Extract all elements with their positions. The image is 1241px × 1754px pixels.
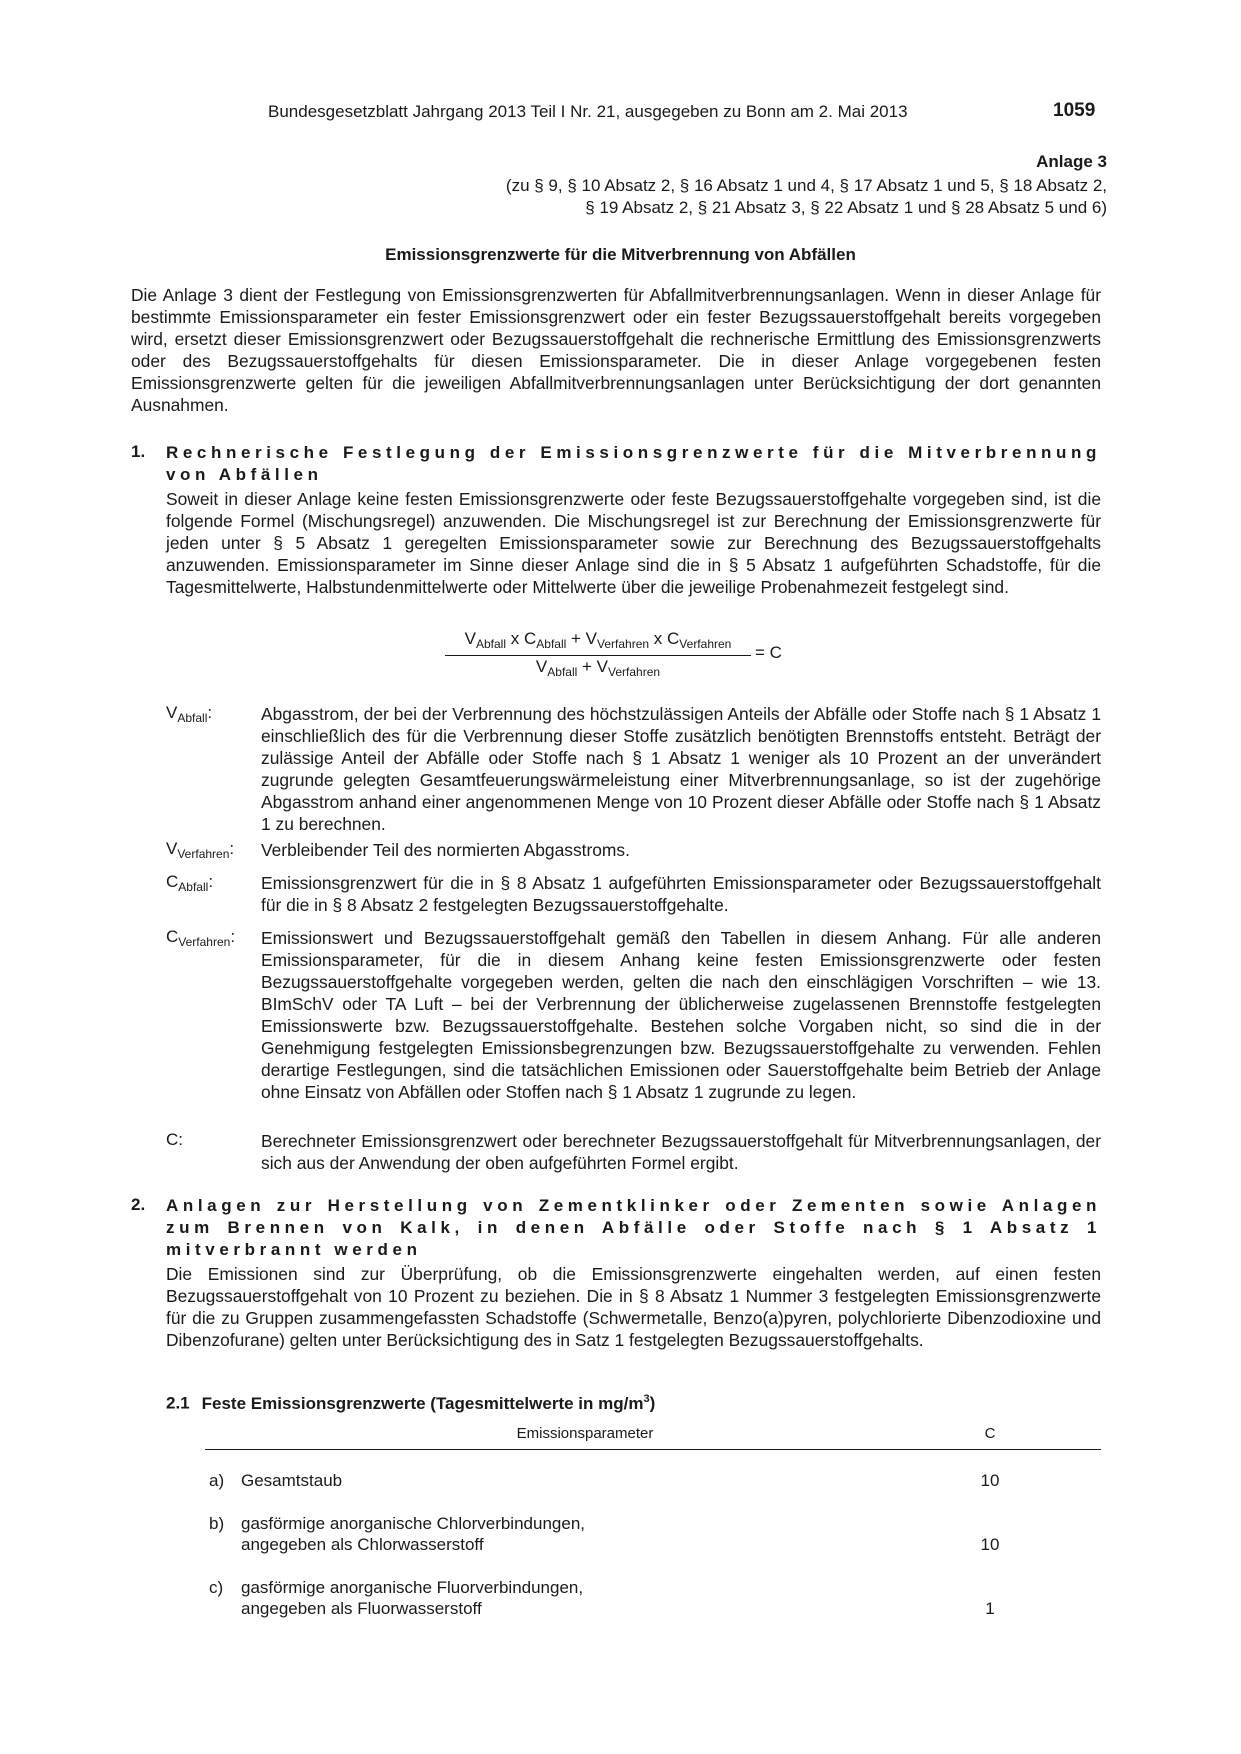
definition-text: Emissionswert und Bezugssauerstoffgehalt gemäß den Tabellen in diesem Anhang. Für alle anderen Emissionsparameter, für die in diesem Anhang keine festen Emissionsgrenzwerte oder festen Bezugssauerstoffgehalte vorgegeben werden, gelten die nach den einschlägigen Vorschriften – wie 13. BImSchV oder TA Luft – bei der Verbrennung der üblicherweise zugelassenen Brennstoffe festgelegten Emissionswerte bzw. Bezugssauerstoffgehalte. Bestehen solche Vorgaben nicht, so sind die in der Genehmigung festgelegten Emissionsbegrenzungen bzw. Bezugssauerstoffgehalte zu verwenden. Fehlen derartige Festlegungen, sind die tatsächlichen Emissionen oder Sauerstoffgehalte beim Betrieb der Anlage ohne Einsatz von Abfällen oder Stoffen nach § 1 Absatz 1 zugrunde zu legen. — [261, 928, 1101, 1102]
table-header-c: C — [984, 1425, 996, 1442]
definition-term: $V_{Verfahren}$: — [166, 839, 235, 861]
subsection-2-1-title: 2.1 Feste Emissionsgrenzwerte (Tagesmittelwerte in $mg/m^3$) — [166, 1393, 656, 1413]
section-2-body: Die Emissionen sind zur Überprüfung, ob die Emissionsgrenzwerte eingehalten werden, auf einen festen Bezugssauerstoffgehalt von 10 Prozent zu beziehen. Die in § 8 Absatz 1 Nummer 3 festgelegten Emissionsgrenzwerte für die zu Gruppen zusammengefassten Schadstoffe (Schwermetalle, Benzo(a)pyren, polychlorierte Dibenzodioxine und Dibenzofurane) gelten unter Berücksichtigung des in Satz 1 festgelegten Bezugssauerstoffgehalts. — [166, 1264, 1101, 1350]
section-2-number: 2. — [131, 1195, 146, 1214]
page-number: 1059 — [1053, 100, 1096, 121]
section-2-heading: Anlagen zur Herstellung von Zementklinker oder Zementen sowie Anlagen zum Brennen von Kalk, in denen Abfälle oder Stoffe nach § 1 Absatz 1 mitverbrannt werden — [166, 1196, 1101, 1259]
anlage-title: Anlage 3 — [1036, 152, 1107, 171]
definition-term: $C_{Abfall}$: — [166, 872, 214, 894]
definition-term: $V_{Abfall}$: — [166, 703, 213, 725]
section-1-body: Soweit in dieser Anlage keine festen Emissionsgrenzwerte oder feste Bezugssauerstoffgehalte vorgegeben sind, ist die folgende Formel (Mischungsregel) anzuwenden. Die Mischungsregel ist zur Berechnung der Emissionsgrenzwerte für jeden unter § 5 Absatz 1 geregelten Emissionsparameter sowie zur Berechnung des Bezugssauerstoffgehalts anzuwenden. Emissionsparameter im Sinne dieser Anlage sind die in § 5 Absatz 1 aufgeführten Schadstoffe, für die Tagesmittelwerte, Halbstundenmittelwerte oder Mittelwerte über die jeweilige Probenahmezeit festgelegt sind. — [166, 489, 1101, 597]
mixing-rule-formula — [445, 629, 805, 681]
anlage-reference — [387, 175, 1107, 219]
row-parameter: gasförmige anorganische Fluorverbindungen, angegeben als Fluorwasserstoff — [241, 1578, 584, 1618]
table-header-parameter: Emissionsparameter — [516, 1425, 654, 1442]
section-1-number: 1. — [131, 442, 146, 461]
formula-numerator: $V_{Abfall}$ x $C_{Abfall} + V_{Verfahren}$ x $C_{Verfahren}$ — [464, 629, 732, 651]
table-row — [205, 1513, 1101, 1555]
intro-paragraph: Die Anlage 3 dient der Festlegung von Emissionsgrenzwerten für Abfallmitverbrennungsanlagen. Wenn in dieser Anlage für bestimmte Emissionsparameter ein fester Emissionsgrenzwert oder ein fester Bezugssauerstoffgehalt bereits vorgegeben wird, ersetzt dieser Emissionsgrenzwert oder Bezugssauerstoffgehalt die rechnerische Ermittlung des Emissionsgrenzwerts oder des Bezugssauerstoffgehalts für diesen Emissionsparameter. Die in dieser Anlage vorgegebenen festen Emissionsgrenzwerte gelten für die jeweiligen Abfallmitverbrennungsanlagen unter Berücksichtigung der dort genannten Ausnahmen. — [131, 285, 1101, 415]
row-letter: b) — [209, 1514, 225, 1533]
row-letter: a) — [209, 1471, 225, 1490]
definition-term: C: — [166, 1130, 184, 1149]
row-value: 1 — [985, 1599, 995, 1618]
formula-fraction-bar — [445, 655, 751, 656]
anlage-reference-line: (zu § 9, § 10 Absatz 2, § 16 Absatz 1 und 4, § 17 Absatz 1 und 5, § 18 Absatz 2, — [505, 176, 1107, 195]
definition-text: Abgasstrom, der bei der Verbrennung des höchstzulässigen Anteils der Abfälle oder Stoffe nach § 1 Absatz 1 einschließlich des für die Verbrennung dieser Stoffe zusätzlich benötigten Brennstoffs entsteht. Beträgt der zulässige Anteil der Abfälle oder Stoffe nach § 1 Absatz 1 weniger als 10 Prozent an der unverändert zugrunde gelegten Gesamtfeuerungswärmeleistung einer Mitverbrennungsanlage, so ist der zugehörige Abgasstrom anhand einer angenommenen Menge von 10 Prozent dieser Abfälle oder Stoffe nach § 1 Absatz 1 zu berechnen. — [261, 704, 1101, 834]
anlage-reference-line: § 19 Absatz 2, § 21 Absatz 3, § 22 Absatz 1 und § 28 Absatz 5 und 6) — [585, 198, 1107, 217]
main-title: Emissionsgrenzwerte für die Mitverbrennung von Abfällen — [385, 245, 856, 264]
row-letter: c) — [209, 1578, 224, 1597]
definition-text: Emissionsgrenzwert für die in § 8 Absatz 1 aufgeführten Emissionsparameter oder Bezugssauerstoffgehalt für die in § 8 Absatz 2 festgelegten Bezugssauerstoffgehalte. — [261, 873, 1101, 915]
definition-text: Verbleibender Teil des normierten Abgasstroms. — [261, 840, 630, 860]
table-header-rule — [205, 1449, 1101, 1450]
row-parameter: gasförmige anorganische Chlorverbindungen, angegeben als Chlorwasserstoff — [241, 1514, 585, 1554]
formula-denominator: $V_{Abfall} + V_{Verfahren}$ — [535, 657, 661, 679]
row-value: 10 — [980, 1535, 1000, 1554]
definition-term: $C_{Verfahren}$: — [166, 927, 236, 949]
row-parameter: Gesamtstaub — [241, 1471, 343, 1490]
table-row — [205, 1577, 1101, 1619]
running-head: Bundesgesetzblatt Jahrgang 2013 Teil I Nr. 21, ausgegeben zu Bonn am 2. Mai 2013 — [268, 102, 908, 121]
formula-result: = C — [755, 643, 782, 662]
row-value: 10 — [980, 1471, 1000, 1490]
table-row — [205, 1470, 1101, 1492]
definition-text: Berechneter Emissionsgrenzwert oder berechneter Bezugssauerstoffgehalt für Mitverbrennungsanlagen, der sich aus der Anwendung der oben aufgeführten Formel ergibt. — [261, 1131, 1101, 1173]
section-1-heading: Rechnerische Festlegung der Emissionsgrenzwerte für die Mitverbrennung von Abfällen — [166, 443, 1101, 484]
